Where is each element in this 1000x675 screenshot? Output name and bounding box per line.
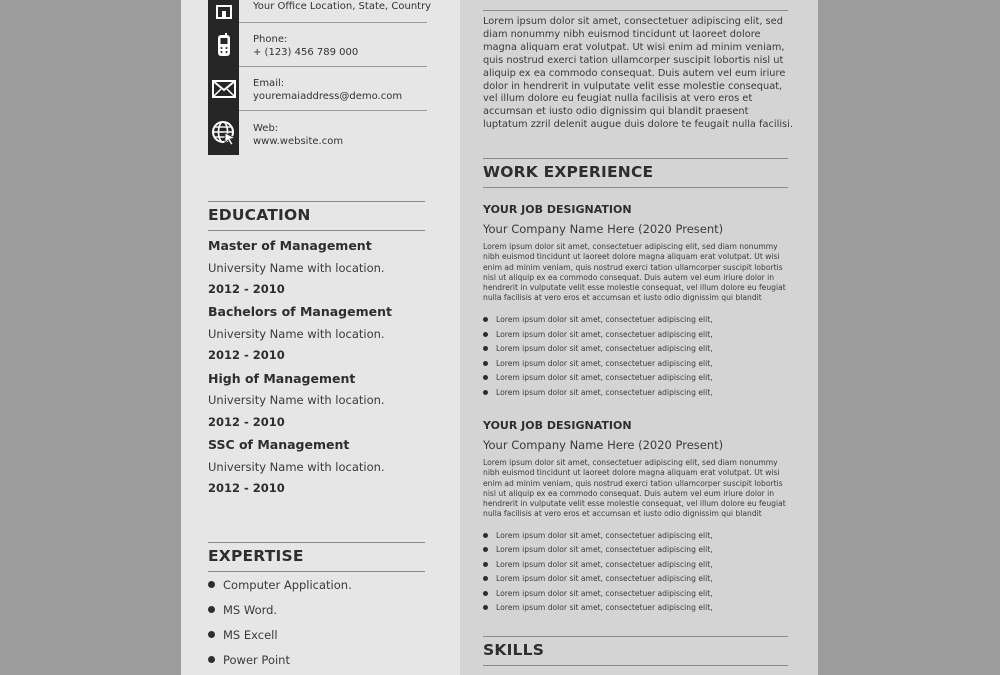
education-university: University Name with location. xyxy=(208,460,385,474)
section-divider xyxy=(483,636,788,637)
bullet-icon xyxy=(483,533,488,538)
bullet-icon xyxy=(208,606,215,613)
contact-web xyxy=(208,111,430,155)
bullet-icon xyxy=(483,547,488,552)
profile-text: Lorem ipsum dolor sit amet, consectetuer adipiscing elit, sed diam nonummy nibh euismod tincidunt ut laoreet dolore magna aliquam erat volutpat. Ut wisi enim ad minim veniam, quis nostrud exerci tation ullamcorper suscipit lobortis nisl ut aliquip ex ea commodo consequat. Duis autem vel eum iriure dolor in hendrerit in vulputate velit esse molestie consequat, vel illum dolore eu feugiat nulla facilisis at vero eros et accumsan et iusto odio dignissim qui blandit praesent luptatum zzril delenit augue duis dolore te feugait nulla facilisi. xyxy=(483,16,793,131)
section-divider xyxy=(483,10,788,11)
skills-title: SKILLS xyxy=(483,641,545,659)
bullet-icon xyxy=(483,332,488,337)
phone-label: Phone: xyxy=(253,34,288,45)
bullet-icon xyxy=(483,361,488,366)
expertise-item: MS Excell xyxy=(208,628,278,642)
bullet-icon xyxy=(483,576,488,581)
email-value[interactable]: youremaiaddress@demo.com xyxy=(253,91,403,102)
job-description: Lorem ipsum dolor sit amet, consectetuer adipiscing elit, sed diam nonummy nibh euismod tincidunt ut laoreet dolore magna aliquam erat volutpat. Ut wisi enim ad minim veniam, quis nostrud exerci tation ullamcorper suscipit lobortis nisl ut aliquip ex ea commodo consequat. Duis autem vel eum iriure dolor in hendrerit in vulputate velit esse molestie consequat, vel illum dolore eu feugiat nulla facilisis at vero eros et accumsan et iusto odio dignissim qui blandit xyxy=(483,458,786,519)
education-years: 2012 - 2010 xyxy=(208,415,285,429)
education-university: University Name with location. xyxy=(208,261,385,275)
education-degree: Master of Management xyxy=(208,238,372,253)
section-divider xyxy=(483,665,788,666)
job-bullet: Lorem ipsum dolor sit amet, consectetuer adipiscing elit, xyxy=(483,603,713,612)
education-years: 2012 - 2010 xyxy=(208,348,285,362)
job-bullet: Lorem ipsum dolor sit amet, consectetuer adipiscing elit, xyxy=(483,560,713,569)
work-experience-title: WORK EXPERIENCE xyxy=(483,163,654,181)
phone-icon xyxy=(208,23,239,67)
address-text: Your Office Location, State, Country xyxy=(253,1,432,12)
education-degree: SSC of Management xyxy=(208,437,350,452)
contact-email xyxy=(208,67,430,111)
bullet-icon xyxy=(483,317,488,322)
globe-cursor-icon xyxy=(208,111,239,155)
section-divider xyxy=(483,187,788,188)
expertise-item: Power Point xyxy=(208,653,290,667)
expertise-item: MS Word. xyxy=(208,603,277,617)
job-bullet: Lorem ipsum dolor sit amet, consectetuer adipiscing elit, xyxy=(483,545,713,554)
bullet-icon xyxy=(483,605,488,610)
expertise-item: Computer Application. xyxy=(208,578,352,592)
contact-phone xyxy=(208,23,430,67)
section-divider xyxy=(483,158,788,159)
bullet-icon xyxy=(208,631,215,638)
education-years: 2012 - 2010 xyxy=(208,481,285,495)
job-company: Your Company Name Here (2020 Present) xyxy=(483,222,724,236)
section-divider xyxy=(208,542,425,543)
bullet-icon xyxy=(208,656,215,663)
web-label: Web: xyxy=(253,123,279,134)
job-description: Lorem ipsum dolor sit amet, consectetuer adipiscing elit, sed diam nonummy nibh euismod tincidunt ut laoreet dolore magna aliquam erat volutpat. Ut wisi enim ad minim veniam, quis nostrud exerci tation ullamcorper suscipit lobortis nisl ut aliquip ex ea commodo consequat. Duis autem vel eum iriure dolor in hendrerit in vulputate velit esse molestie consequat, vel illum dolore eu feugiat nulla facilisis at vero eros et accumsan et iusto odio dignissim qui blandit xyxy=(483,242,786,303)
job-bullet: Lorem ipsum dolor sit amet, consectetuer adipiscing elit, xyxy=(483,315,713,324)
education-degree: Bachelors of Management xyxy=(208,304,392,319)
job-bullet: Lorem ipsum dolor sit amet, consectetuer adipiscing elit, xyxy=(483,330,713,339)
education-title: EDUCATION xyxy=(208,206,311,224)
job-company: Your Company Name Here (2020 Present) xyxy=(483,438,724,452)
bullet-icon xyxy=(483,562,488,567)
job-bullet: Lorem ipsum dolor sit amet, consectetuer adipiscing elit, xyxy=(483,388,713,397)
phone-value[interactable]: + (123) 456 789 000 xyxy=(253,47,359,58)
job-bullet: Lorem ipsum dolor sit amet, consectetuer adipiscing elit, xyxy=(483,359,713,368)
bullet-icon xyxy=(483,390,488,395)
job-bullet: Lorem ipsum dolor sit amet, consectetuer adipiscing elit, xyxy=(483,344,713,353)
email-label: Email: xyxy=(253,78,285,89)
job-bullet: Lorem ipsum dolor sit amet, consectetuer adipiscing elit, xyxy=(483,373,713,382)
bullet-icon xyxy=(208,581,215,588)
education-degree: High of Management xyxy=(208,371,356,386)
section-divider xyxy=(208,571,425,572)
bullet-icon xyxy=(483,591,488,596)
education-years: 2012 - 2010 xyxy=(208,282,285,296)
section-divider xyxy=(208,201,425,202)
web-value[interactable]: www.website.com xyxy=(253,136,344,147)
job-designation: YOUR JOB DESIGNATION xyxy=(483,419,632,432)
section-divider xyxy=(208,230,425,231)
expertise-title: EXPERTISE xyxy=(208,547,304,565)
job-bullet: Lorem ipsum dolor sit amet, consectetuer adipiscing elit, xyxy=(483,589,713,598)
bullet-icon xyxy=(483,375,488,380)
education-university: University Name with location. xyxy=(208,393,385,407)
education-university: University Name with location. xyxy=(208,327,385,341)
job-bullet: Lorem ipsum dolor sit amet, consectetuer adipiscing elit, xyxy=(483,574,713,583)
job-designation: YOUR JOB DESIGNATION xyxy=(483,203,632,216)
bullet-icon xyxy=(483,346,488,351)
job-bullet: Lorem ipsum dolor sit amet, consectetuer adipiscing elit, xyxy=(483,531,713,540)
envelope-icon xyxy=(208,67,239,111)
